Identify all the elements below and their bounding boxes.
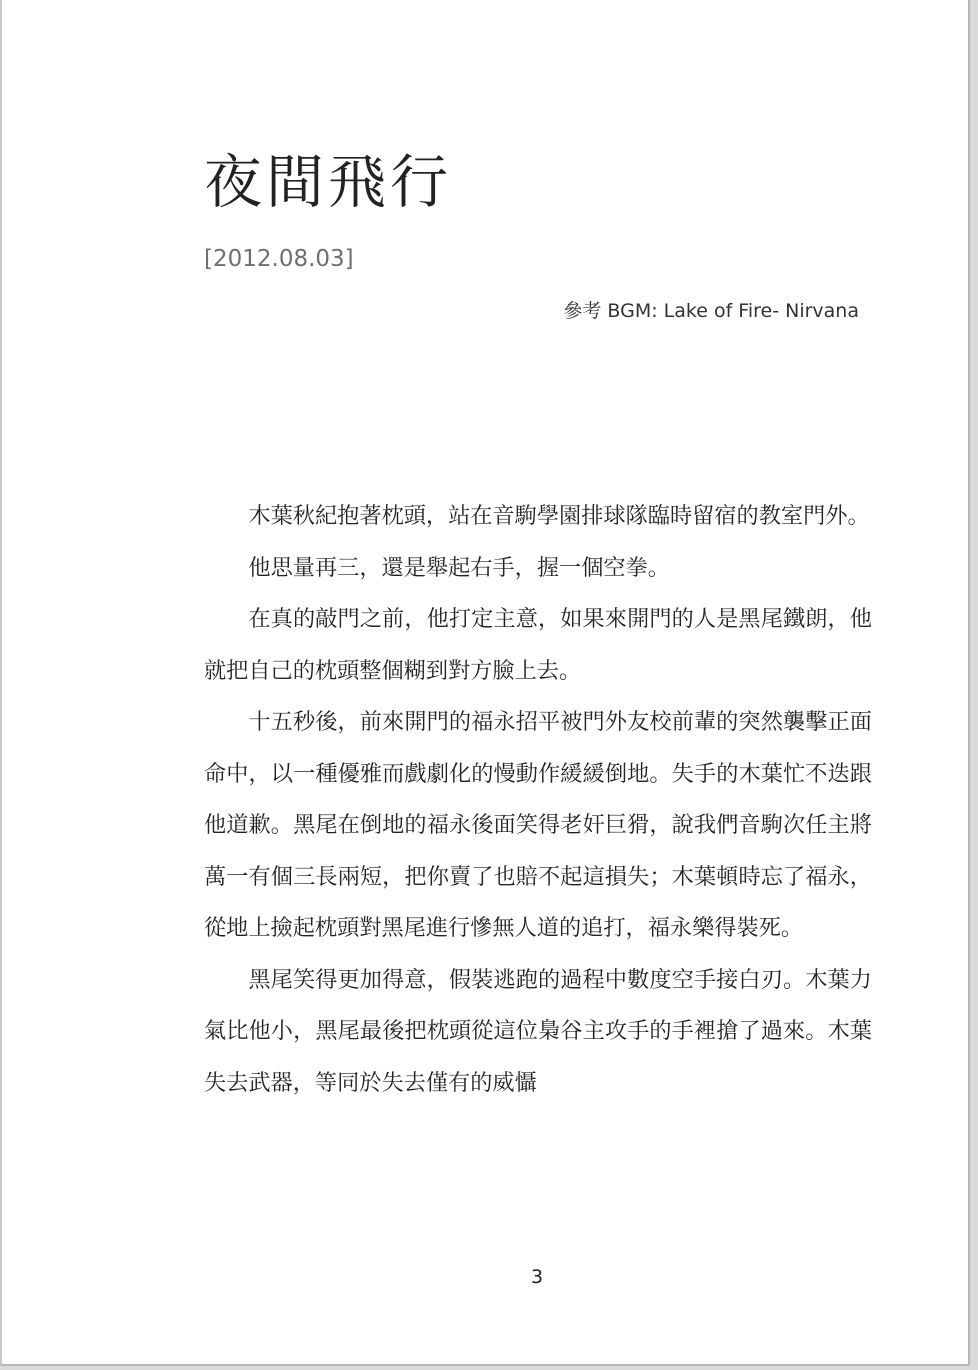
paragraph: 木葉秋紀抱著枕頭，站在音駒學園排球隊臨時留宿的教室門外。 (248, 503, 870, 529)
paragraph: 他思量再三，還是舉起右手，握一個空拳。 (248, 554, 670, 581)
chapter-date: [2012.08.03] (204, 246, 354, 272)
body-text (204, 491, 872, 1109)
paragraph: 十五秒後，前來開門的福永招平被門外友校前輩的突然襲擊正面命中，以一種優雅而戲劇化的慢動作緩緩倒地。失手的木葉忙不迭跟他道歉。黑尾在倒地的福永後面笑得老奸巨猾，說我們音駒次任主將萬一有個三長兩短，把你賣了也賠不起這損失；木葉頓時忘了福永，從地上撿起枕頭對黑尾進行慘無人道的追打，福永樂得裝死。 (204, 709, 872, 941)
page-number: 3 (530, 1266, 544, 1288)
chapter-title: 夜間飛行 (204, 148, 453, 216)
bgm-reference: 參考 BGM: Lake of Fire- Nirvana (563, 300, 859, 322)
paragraph: 黑尾笑得更加得意，假裝逃跑的過程中數度空手接白刃。木葉力氣比他小，黑尾最後把枕頭從這位梟谷主攻手的手裡搶了過來。木葉失去武器，等同於失去僅有的威懾 (204, 966, 872, 1096)
paragraph: 在真的敲門之前，他打定主意，如果來開門的人是黑尾鐵朗，他就把自己的枕頭整個糊到對方臉上去。 (204, 606, 872, 684)
